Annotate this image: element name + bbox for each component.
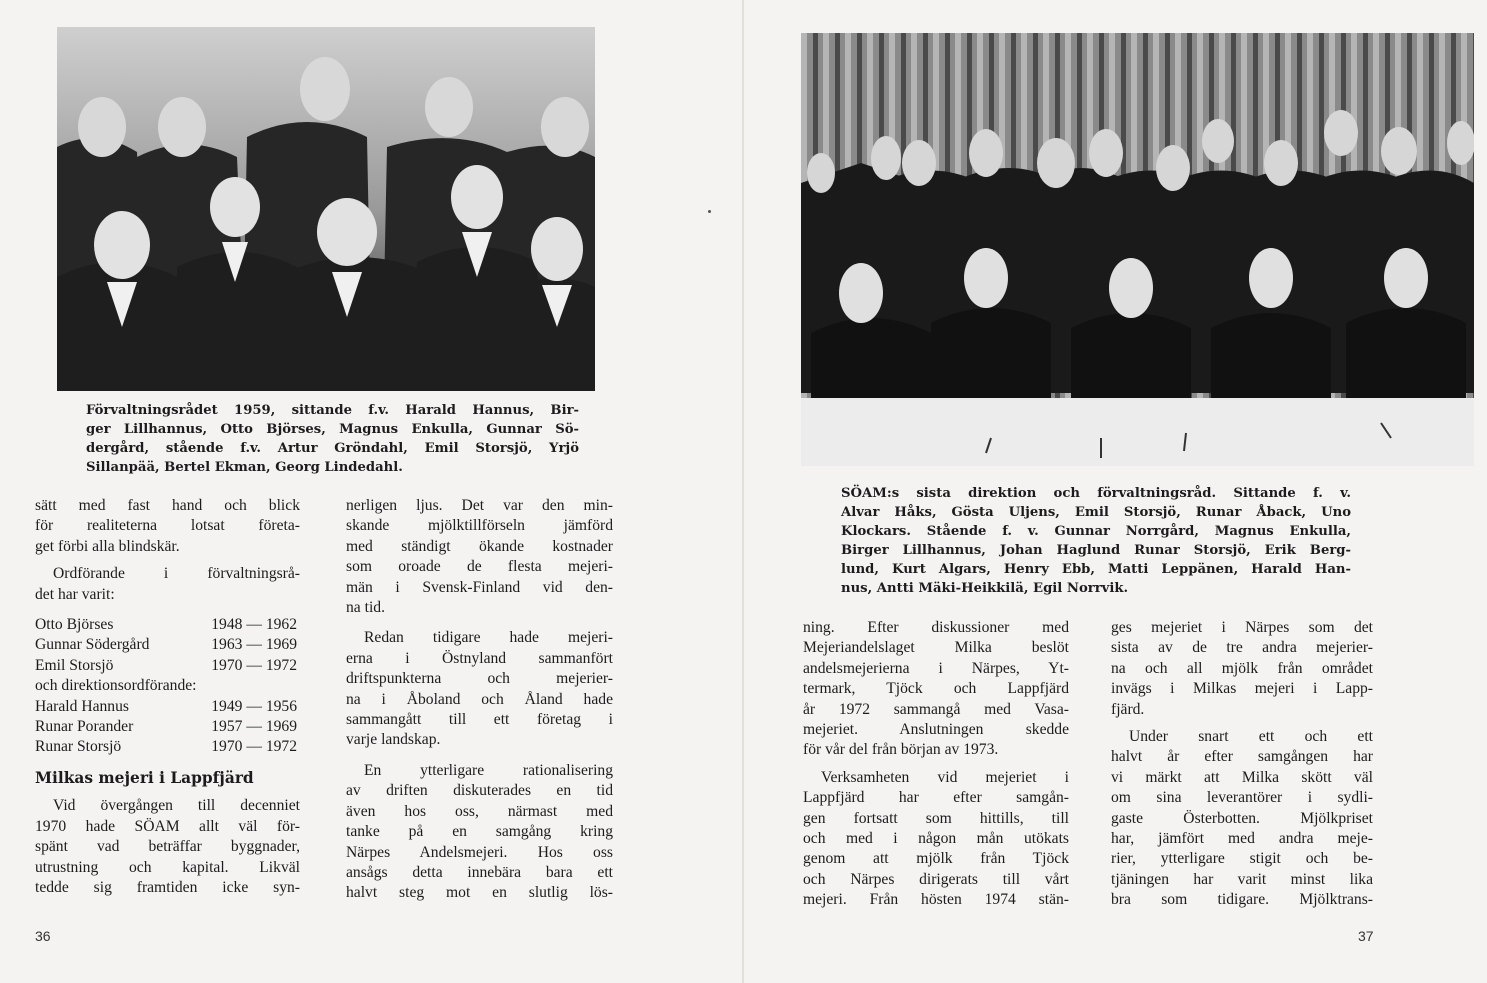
director-row bbox=[35, 717, 297, 737]
section-heading: Milkas mejeri i Lappfjärd bbox=[35, 768, 254, 787]
chair-row bbox=[35, 656, 297, 676]
caption-line: Förvaltningsrådet 1959, sittande f.v. Harald Hannus, Bir- bbox=[86, 403, 579, 418]
text-line: om sina leverantörer i sydli- bbox=[1111, 789, 1373, 807]
text-line: för vår del från början av 1973. bbox=[803, 741, 999, 759]
text-line: Mejeriandelslaget Milka beslöt bbox=[803, 639, 1069, 657]
text-line: tanke på en samgång kring bbox=[346, 823, 613, 841]
chairmen-list bbox=[35, 615, 300, 758]
text-line: och Närpes dirigerats till vårt bbox=[803, 870, 1069, 888]
left-column-2 bbox=[346, 496, 613, 911]
caption-line: dergård, stående f.v. Artur Gröndahl, Emil Storsjö, Yrjö bbox=[86, 441, 579, 456]
right-column-2 bbox=[1111, 618, 1373, 918]
left-column-1 bbox=[35, 496, 300, 905]
page-number-right: 37 bbox=[1358, 928, 1374, 944]
text-line: termark, Tjöck och Lappfjärd bbox=[803, 680, 1069, 698]
print-speck bbox=[708, 210, 711, 213]
chair-years: 1970 — 1972 bbox=[211, 656, 297, 674]
text-line: även hos oss, närmast med bbox=[346, 802, 613, 820]
text-line: av driften diskuterades en tid bbox=[346, 782, 613, 800]
text-line: tedde sig framtiden icke syn- bbox=[35, 878, 300, 896]
director-name: Runar Storsjö bbox=[35, 738, 122, 756]
text-line: rier, ytterligare stigit och be- bbox=[1111, 850, 1373, 868]
text-line: gaste Österbotten. Mjölkpriset bbox=[1111, 809, 1373, 827]
text-line: Verksamheten vid mejeriet i bbox=[821, 768, 1069, 786]
paragraph bbox=[803, 618, 1069, 761]
text-line: tjäningen har varit minst lika bbox=[1111, 870, 1373, 888]
text-line: sätt med fast hand och blick bbox=[35, 497, 300, 514]
text-line: sista av de tre andra mejerier- bbox=[1111, 639, 1373, 657]
left-page bbox=[0, 0, 743, 983]
text-line: invägs i Milkas mejeri i Lapp- bbox=[1111, 680, 1373, 698]
text-line: varje landskap. bbox=[346, 731, 441, 749]
text-line: ning. Efter diskussioner med bbox=[803, 619, 1069, 636]
caption-line: ger Lillhannus, Otto Björses, Magnus Enkulla, Gunnar Sö- bbox=[86, 422, 579, 437]
caption-line: Alvar Håks, Gösta Uljens, Emil Storsjö, Runar Åback, Uno bbox=[841, 505, 1351, 520]
paragraph bbox=[803, 768, 1069, 911]
paragraph bbox=[35, 564, 300, 605]
text-line: för realiteterna lotsat företa- bbox=[35, 517, 300, 535]
right-column-1 bbox=[803, 618, 1069, 918]
text-line: halvt steg mot en slutlig lös- bbox=[346, 884, 613, 902]
text-line: män i Svensk-Finland vid den- bbox=[346, 578, 613, 596]
caption-line: nus, Antti Mäki-Heikkilä, Egil Norrvik. bbox=[841, 581, 1129, 596]
paragraph bbox=[1111, 727, 1373, 911]
chair-row bbox=[35, 615, 297, 635]
text-line: 1970 hade SÖAM allt väl för- bbox=[35, 817, 300, 835]
caption-line: Birger Lillhannus, Johan Haglund Runar Storsjö, Erik Berg- bbox=[841, 543, 1351, 558]
text-line: Lappfjärd har efter samgån- bbox=[803, 789, 1069, 807]
paragraph bbox=[346, 761, 613, 904]
paragraph bbox=[346, 496, 613, 618]
text-line: Under snart ett och ett bbox=[1129, 728, 1373, 746]
text-line: erna i Östnyland sammanfört bbox=[346, 649, 613, 667]
chair-years: 1963 — 1969 bbox=[211, 636, 297, 654]
text-line: vi märkt att Milka skött väl bbox=[1111, 768, 1373, 786]
director-row bbox=[35, 737, 297, 757]
paragraph bbox=[35, 796, 300, 898]
text-line: har, jämfört med andra meje- bbox=[1111, 830, 1373, 848]
text-line: med ständigt ökande kostnader bbox=[346, 537, 613, 555]
text-line: na tid. bbox=[346, 599, 385, 617]
text-line: na i Åboland och Åland hade bbox=[346, 690, 613, 708]
director-row bbox=[35, 697, 297, 717]
director-years: 1970 — 1972 bbox=[211, 738, 297, 756]
text-line: år 1972 sammangå med Vasa- bbox=[803, 700, 1069, 718]
text-line: sammangått till ett företag i bbox=[346, 711, 613, 729]
photo-caption-soam bbox=[841, 484, 1351, 598]
group-photo-soam bbox=[801, 33, 1474, 466]
right-page bbox=[744, 0, 1487, 983]
paragraph bbox=[35, 496, 300, 557]
text-line: spänt vad beträffar byggnader, bbox=[35, 838, 300, 856]
paragraph bbox=[346, 628, 613, 750]
text-line: Närpes Andelsmejeri. Hos oss bbox=[346, 843, 613, 861]
group-photo-1959 bbox=[57, 27, 595, 391]
text-line: det har varit: bbox=[35, 585, 115, 603]
text-line: get förbi alla blindskär. bbox=[35, 537, 180, 555]
text-line: andelsmejerierna i Närpes, Yt- bbox=[803, 659, 1069, 677]
caption-line: lund, Kurt Algars, Henry Ebb, Matti Leppänen, Harald Han- bbox=[841, 562, 1351, 577]
text-line: bra som tidigare. Mjölktrans- bbox=[1111, 891, 1373, 909]
chair-row bbox=[35, 635, 297, 655]
directors-label: och direktionsordförande: bbox=[35, 677, 197, 695]
chair-name: Otto Björses bbox=[35, 616, 114, 634]
chair-name: Emil Storsjö bbox=[35, 656, 114, 674]
text-line: ansågs detta innebära bara ett bbox=[346, 863, 613, 881]
caption-line: Sillanpää, Bertel Ekman, Georg Lindedahl. bbox=[86, 460, 403, 475]
caption-line: Klockars. Stående f. v. Gunnar Norrgård, Magnus Enkulla, bbox=[841, 524, 1351, 539]
text-line: En ytterligare rationalisering bbox=[364, 761, 613, 779]
text-line: nerligen ljus. Det var den min- bbox=[346, 497, 613, 514]
text-line: na och all mjölk från området bbox=[1111, 659, 1373, 677]
chair-name: Gunnar Södergård bbox=[35, 636, 150, 654]
text-line: ges mejeriet i Närpes som det bbox=[1111, 619, 1373, 636]
text-line: utrustning och kapital. Likväl bbox=[35, 858, 300, 876]
chair-years: 1948 — 1962 bbox=[211, 616, 297, 634]
page-number-left: 36 bbox=[35, 928, 51, 944]
director-name: Runar Porander bbox=[35, 718, 134, 736]
text-line: skande mjölktillförseln jämförd bbox=[346, 517, 613, 535]
text-line: Ordförande i förvaltningsrå- bbox=[53, 565, 300, 583]
photo-caption-1959 bbox=[86, 401, 579, 477]
director-years: 1949 — 1956 bbox=[211, 697, 297, 715]
text-line: mejeri. Från hösten 1974 stän- bbox=[803, 891, 1069, 909]
text-line: halvt år efter samgången har bbox=[1111, 748, 1373, 766]
director-name: Harald Hannus bbox=[35, 697, 129, 715]
text-line: gen fortsatt som hittills, till bbox=[803, 809, 1069, 827]
text-line: och med i någon mån utökats bbox=[803, 830, 1069, 848]
text-line: mejeriet. Anslutningen skedde bbox=[803, 721, 1069, 739]
text-line: som oroade de flesta mejeri- bbox=[346, 558, 613, 576]
text-line: driftspunkterna och mejerier- bbox=[346, 670, 613, 688]
paragraph bbox=[1111, 618, 1373, 720]
text-line: genom att mjölk från Tjöck bbox=[803, 850, 1069, 868]
text-line: Redan tidigare hade mejeri- bbox=[364, 629, 613, 647]
text-line: Vid övergången till decenniet bbox=[53, 797, 300, 815]
text-line: fjärd. bbox=[1111, 700, 1145, 718]
director-years: 1957 — 1969 bbox=[211, 718, 297, 736]
caption-line: SÖAM:s sista direktion och förvaltningsråd. Sittande f. v. bbox=[841, 486, 1351, 501]
